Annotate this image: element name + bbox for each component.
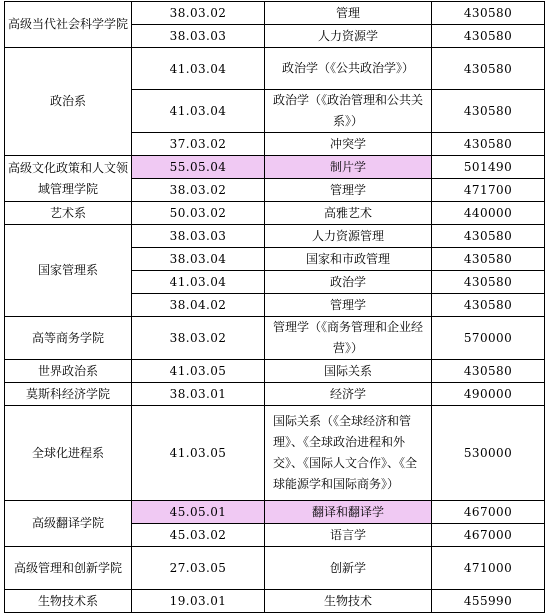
faculty-cell: 高等商务学院 <box>5 317 132 360</box>
table-row <box>5 202 545 225</box>
table-row <box>5 317 545 360</box>
faculty-cell: 全球化进程系 <box>5 406 132 501</box>
table-row <box>5 2 545 25</box>
program-cell: 国家和市政管理 <box>265 248 432 271</box>
code-cell: 41.03.04 <box>132 90 265 133</box>
faculty-cell: 政治系 <box>5 48 132 156</box>
price-cell: 430580 <box>432 271 545 294</box>
program-cell: 国际关系 <box>265 360 432 383</box>
price-cell: 430580 <box>432 2 545 25</box>
program-cell: 翻译和翻译学 <box>265 501 432 524</box>
faculty-cell: 高级翻译学院 <box>5 501 132 547</box>
program-cell: 政治学（《公共政治学》） <box>265 48 432 90</box>
price-cell: 430580 <box>432 360 545 383</box>
table-row <box>5 360 545 383</box>
code-cell: 38.03.03 <box>132 25 265 48</box>
program-cell: 经济学 <box>265 383 432 406</box>
tuition-table-body <box>5 2 545 613</box>
program-cell: 国际关系（《全球经济和管理》、《全球政治进程和外交》、《国际人文合作》、《全球能源学和国际商务》） <box>265 406 432 501</box>
faculty-cell: 艺术系 <box>5 202 132 225</box>
code-cell: 38.03.04 <box>132 248 265 271</box>
program-cell: 冲突学 <box>265 133 432 156</box>
program-cell: 人力资源管理 <box>265 225 432 248</box>
code-cell: 37.03.02 <box>132 133 265 156</box>
code-cell: 38.03.01 <box>132 383 265 406</box>
code-cell: 38.03.02 <box>132 317 265 360</box>
price-cell: 430580 <box>432 225 545 248</box>
program-cell: 管理学 <box>265 179 432 202</box>
price-cell: 430580 <box>432 248 545 271</box>
faculty-cell: 高级管理和创新学院 <box>5 547 132 590</box>
faculty-cell: 高级文化政策和人文领域管理学院 <box>5 156 132 202</box>
code-cell: 41.03.05 <box>132 406 265 501</box>
program-cell: 生物技术 <box>265 590 432 613</box>
code-cell: 38.03.02 <box>132 2 265 25</box>
program-cell: 管理 <box>265 2 432 25</box>
price-cell: 530000 <box>432 406 545 501</box>
code-cell: 50.03.02 <box>132 202 265 225</box>
faculty-cell: 国家管理系 <box>5 225 132 317</box>
code-cell: 38.03.03 <box>132 225 265 248</box>
code-cell: 41.03.04 <box>132 48 265 90</box>
code-cell: 45.03.02 <box>132 524 265 547</box>
program-cell: 政治学 <box>265 271 432 294</box>
code-cell: 45.05.01 <box>132 501 265 524</box>
price-cell: 467000 <box>432 501 545 524</box>
faculty-cell: 生物技术系 <box>5 590 132 613</box>
price-cell: 430580 <box>432 25 545 48</box>
table-row <box>5 48 545 90</box>
program-cell: 制片学 <box>265 156 432 179</box>
price-cell: 440000 <box>432 202 545 225</box>
price-cell: 501490 <box>432 156 545 179</box>
price-cell: 430580 <box>432 294 545 317</box>
program-cell: 人力资源学 <box>265 25 432 48</box>
program-cell: 创新学 <box>265 547 432 590</box>
price-cell: 430580 <box>432 133 545 156</box>
code-cell: 41.03.05 <box>132 360 265 383</box>
price-cell: 490000 <box>432 383 545 406</box>
program-cell: 政治学（《政治管理和公共关系》） <box>265 90 432 133</box>
table-row <box>5 383 545 406</box>
price-cell: 430580 <box>432 90 545 133</box>
code-cell: 27.03.05 <box>132 547 265 590</box>
table-row <box>5 225 545 248</box>
faculty-cell: 高级当代社会科学学院 <box>5 2 132 48</box>
price-cell: 570000 <box>432 317 545 360</box>
code-cell: 38.04.02 <box>132 294 265 317</box>
program-cell: 语言学 <box>265 524 432 547</box>
code-cell: 55.05.04 <box>132 156 265 179</box>
code-cell: 41.03.04 <box>132 271 265 294</box>
table-row <box>5 406 545 501</box>
program-cell: 高雅艺术 <box>265 202 432 225</box>
price-cell: 467000 <box>432 524 545 547</box>
table-row <box>5 590 545 613</box>
code-cell: 38.03.02 <box>132 179 265 202</box>
table-row <box>5 156 545 179</box>
program-cell: 管理学 <box>265 294 432 317</box>
program-cell: 管理学（《商务管理和企业经营》） <box>265 317 432 360</box>
faculty-cell: 莫斯科经济学院 <box>5 383 132 406</box>
price-cell: 471700 <box>432 179 545 202</box>
table-row <box>5 547 545 590</box>
faculty-cell: 世界政治系 <box>5 360 132 383</box>
price-cell: 430580 <box>432 48 545 90</box>
table-row <box>5 501 545 524</box>
price-cell: 455990 <box>432 590 545 613</box>
tuition-table <box>4 1 545 613</box>
code-cell: 19.03.01 <box>132 590 265 613</box>
price-cell: 471000 <box>432 547 545 590</box>
